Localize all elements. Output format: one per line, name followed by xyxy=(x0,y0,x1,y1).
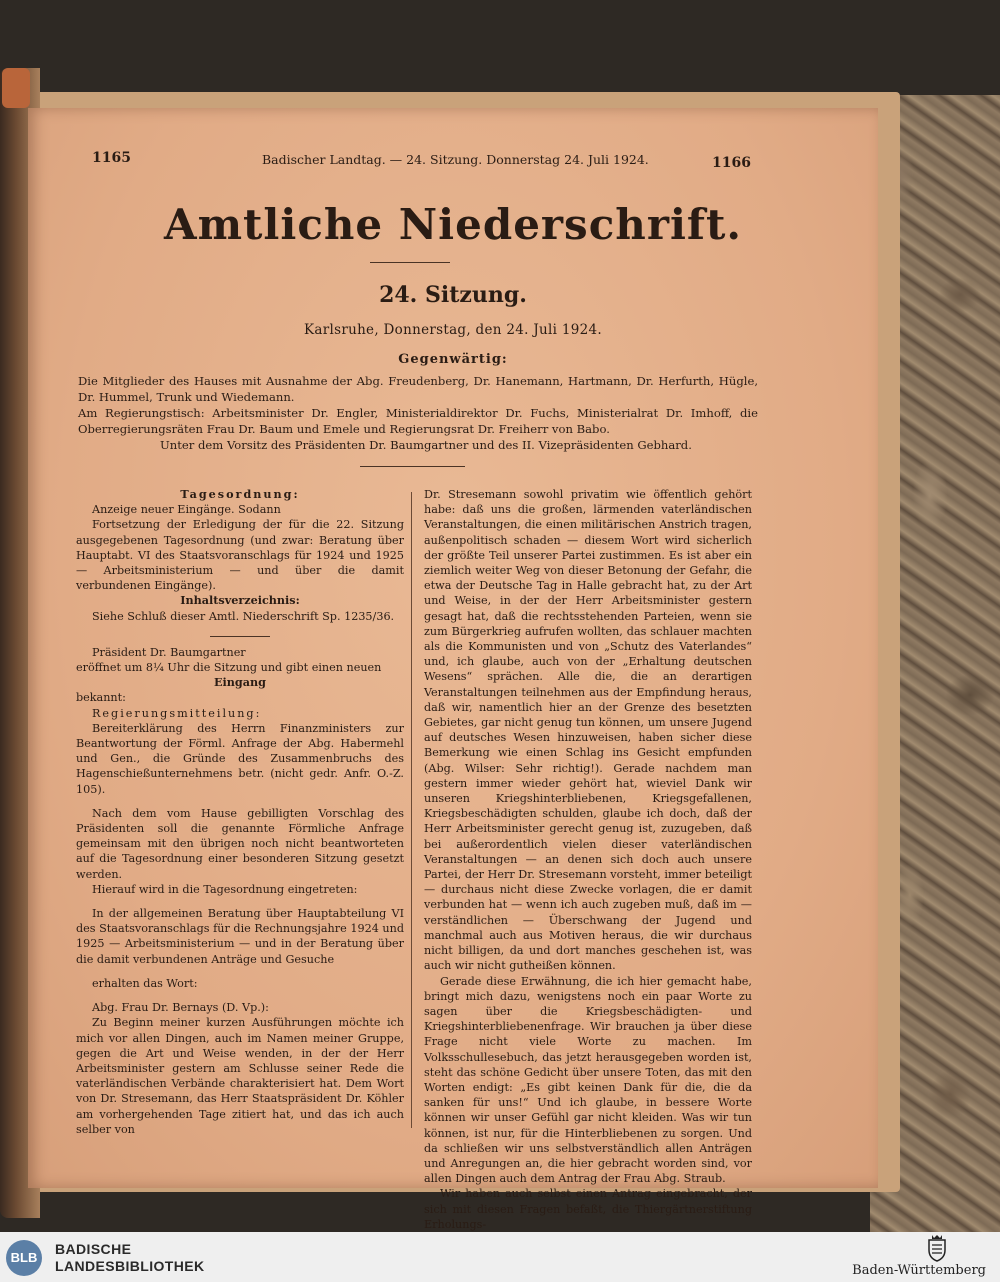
agenda-heading: Tagesordnung: xyxy=(180,487,300,501)
general-debate-text: In der allgemeinen Beratung über Hauptabteilung VI des Staatsvoranschlags für die Rechnungsjahre 1924 und 1925 — Arbeitsministerium — und in der Beratung über die damit verbundenen Anträge und Gesuche xyxy=(76,907,404,966)
speaker-line: Abg. Frau Dr. Bernays (D. Vp.): xyxy=(92,1001,269,1015)
left-column xyxy=(76,487,404,1137)
government-communication-heading: Regierungsmitteilung: xyxy=(92,706,262,720)
government-table: Am Regierungstisch: Arbeitsminister Dr. Engler, Ministerialdirektor Dr. Fuchs, Ministerialrat Dr. Imhoff, die Oberregierungsräten Frau Dr. Baum und Emele und Regierungsrat Dr. Freiherr von Babo. xyxy=(78,406,758,436)
running-title: Badischer Landtag. — 24. Sitzung. Donnerstag 24. Juli 1924. xyxy=(262,152,649,167)
agenda-item-1: Anzeige neuer Eingänge. Sodann xyxy=(92,503,281,517)
word-given-text: erhalten das Wort: xyxy=(92,976,198,990)
library-name[interactable] xyxy=(55,1241,205,1275)
opening-text: eröffnet um 8¼ Uhr die Sitzung und gibt einen neuen xyxy=(76,661,382,675)
page-clip xyxy=(2,68,30,108)
speech-paragraph-4: Wir haben auch selbst einen Antrag eingebracht, der sich mit diesen Fragen befaßt, die Thiergärtnerstiftung Erholungs- xyxy=(424,1187,752,1231)
speech-paragraph-3: Gerade diese Erwähnung, die ich hier gemacht habe, bringt mich dazu, wenigstens noch ein paar Worte zu sagen über die Kriegsbeschädigten- und Kriegshinterbliebenenfrage. Wir brauchen ja über diese Frage nicht viele Worte zu machen. Im Volksschullesebuch, das jetzt herausgegeben worden ist, steht das schöne Gedicht über unsere Toten, das mit den Worten endigt: „Es gibt keinen Dank für die, die da sanken für uns!“ Und ich glaube, in bessere Worte können wir unser Gefühl gar nicht kleiden. Was wir tun können, ist nur, für die Hinterbliebenen zu sorgen. Und da schließen wir uns selbstverständlich allen Anträgen und Anregungen an, die hier gebracht worden sind, vor allen Dingen auch dem Antrag der Frau Abg. Straub. xyxy=(424,974,752,1186)
library-name-line2: LANDESBIBLIOTHEK xyxy=(55,1258,205,1274)
library-footer xyxy=(0,1232,1000,1282)
proposal-text: Nach dem vom Hause gebilligten Vorschlag des Präsidenten soll die genannte Förmliche Anfrage gemeinsam mit den übrigen noch nicht beantworteten auf die Tagesordnung einer besonderen Sitzung gesetzt werden. xyxy=(76,806,404,881)
speech-paragraph-1: Zu Beginn meiner kurzen Ausführungen möchte ich mich vor allen Dingen, auch im Namen meiner Gruppe, gegen die Art und Weise wenden, in der der Herr Arbeitsminister gestern am Schlusse seiner Rede die vaterländischen Verbände charakterisiert hat. Dem Wort von Dr. Stresemann, das Herr Staatspräsident Dr. Köhler am vorhergehenden Tage zitiert hat, und das ich auch selber von xyxy=(76,1016,404,1136)
title-rule xyxy=(370,262,450,263)
eingang-heading: Eingang xyxy=(214,675,266,690)
document-title: Amtliche Niederschrift. xyxy=(163,200,742,249)
bekannt-text: bekannt: xyxy=(76,691,126,705)
section-rule xyxy=(360,466,465,467)
enter-agenda-text: Hierauf wird in die Tagesordnung eingetreten: xyxy=(92,882,358,896)
speech-paragraph-2: Dr. Stresemann sowohl privatim wie öffentlich gehört habe: daß uns die großen, lärmenden vaterländischen Veranstaltungen, die einen militärischen Anstrich tragen, außenpolitisch schaden — diesem Wort wird sicherlich der größte Teil unserer Partei zustimmen. Es ist aber ein ziemlich weiter Weg von dieser Betonung der Gefahr, die etwa der Deutsche Tag in Halle gebracht hat, zu der Art und Weise, in der der Herr Arbeitsminister gestern gesagt hat, daß die rechtsstehenden Parteien, wenn sie zum Bürgerkrieg aufrufen wollten, das schlauer machten als die Kommunisten und von „Schutz des Vaterlandes“ und, ich glaube, auch von der „Erhaltung deutschen Wesens“ sprächen. Alle die, die an derartigen Veranstaltungen teilnehmen aus der Empfindung heraus, daß wir, namentlich hier an der Grenze des besetzten Gebietes, gar nicht genug tun können, um unsere Jugend auf deutsches Wesen hinzuweisen, haben sicher diese Bemerkung wie einen Schlag ins Gesicht empfunden (Abg. Wilser: Sehr richtig!). Gerade nachdem man gestern immer wieder gehört hat, wieviel Dank wir unseren Kriegshinterbliebenen, Kriegsgefallenen, Kriegsbeschädigten schulden, glaube ich doch, daß der Herr Arbeitsminister gerecht genug ist, zuzugeben, daß bei außerordentlich vielen dieser vaterländischen Veranstaltungen — an denen sich doch auch unsere Partei, der Herr Dr. Stresemann vorsteht, immer beteiligt — durchaus nicht diese Zwecke vorlagen, die er damit verbunden hat — wenn ich auch zugeben muß, daß im — verständlichen — Überschwang der Jugend und manchmal auch aus Motiven heraus, die wir durchaus nicht billigen, da und dort manches geschehen ist, was auch wir nicht gutheißen können. xyxy=(424,488,752,973)
contents-text: Siehe Schluß dieser Amtl. Niederschrift Sp. 1235/36. xyxy=(92,609,395,623)
present-members: Die Mitglieder des Hauses mit Ausnahme der Abg. Freudenberg, Dr. Hanemann, Hartmann, Dr. Herfurth, Hügle, Dr. Hummel, Trunk und Wiedemann. xyxy=(78,374,758,404)
blb-logo[interactable]: BLB xyxy=(6,1240,42,1276)
contents-heading: Inhaltsverzeichnis: xyxy=(180,593,300,608)
state-crest-icon xyxy=(926,1234,948,1262)
session-heading: 24. Sitzung. xyxy=(379,282,527,308)
column-rule xyxy=(210,624,270,637)
president-line: Präsident Dr. Baumgartner xyxy=(92,645,246,659)
place-date: Karlsruhe, Donnerstag, den 24. Juli 1924. xyxy=(303,322,602,338)
state-name: Baden-Württemberg xyxy=(852,1263,986,1278)
chair-line: Unter dem Vorsitz des Präsidenten Dr. Baumgartner und des II. Vizepräsidenten Gebhard. xyxy=(160,438,692,452)
library-name-line1: BADISCHE xyxy=(55,1241,132,1257)
present-heading: Gegenwärtig: xyxy=(398,352,508,367)
page-number-right: 1166 xyxy=(712,155,751,171)
agenda-item-2: Fortsetzung der Erledigung der für die 22. Sitzung ausgegebenen Tagesordnung (und zwar: Beratung über Hauptabt. VI des Staatsvoranschlags für 1924 und 1925 — Arbeitsministerium — und über die damit verbundenen Eingänge). xyxy=(76,518,404,593)
right-column xyxy=(424,487,752,1232)
page-number-left: 1165 xyxy=(92,150,131,166)
government-communication-text: Bereiterklärung des Herrn Finanzministers zur Beantwortung der Förml. Anfrage der Abg. Habermehl und Gen., die Gründe des Zusammenbruchs des Hagenschießunternehmens betr. (nicht gedr. Anfr. O.-Z. 105). xyxy=(76,721,404,796)
column-divider xyxy=(411,492,412,1128)
